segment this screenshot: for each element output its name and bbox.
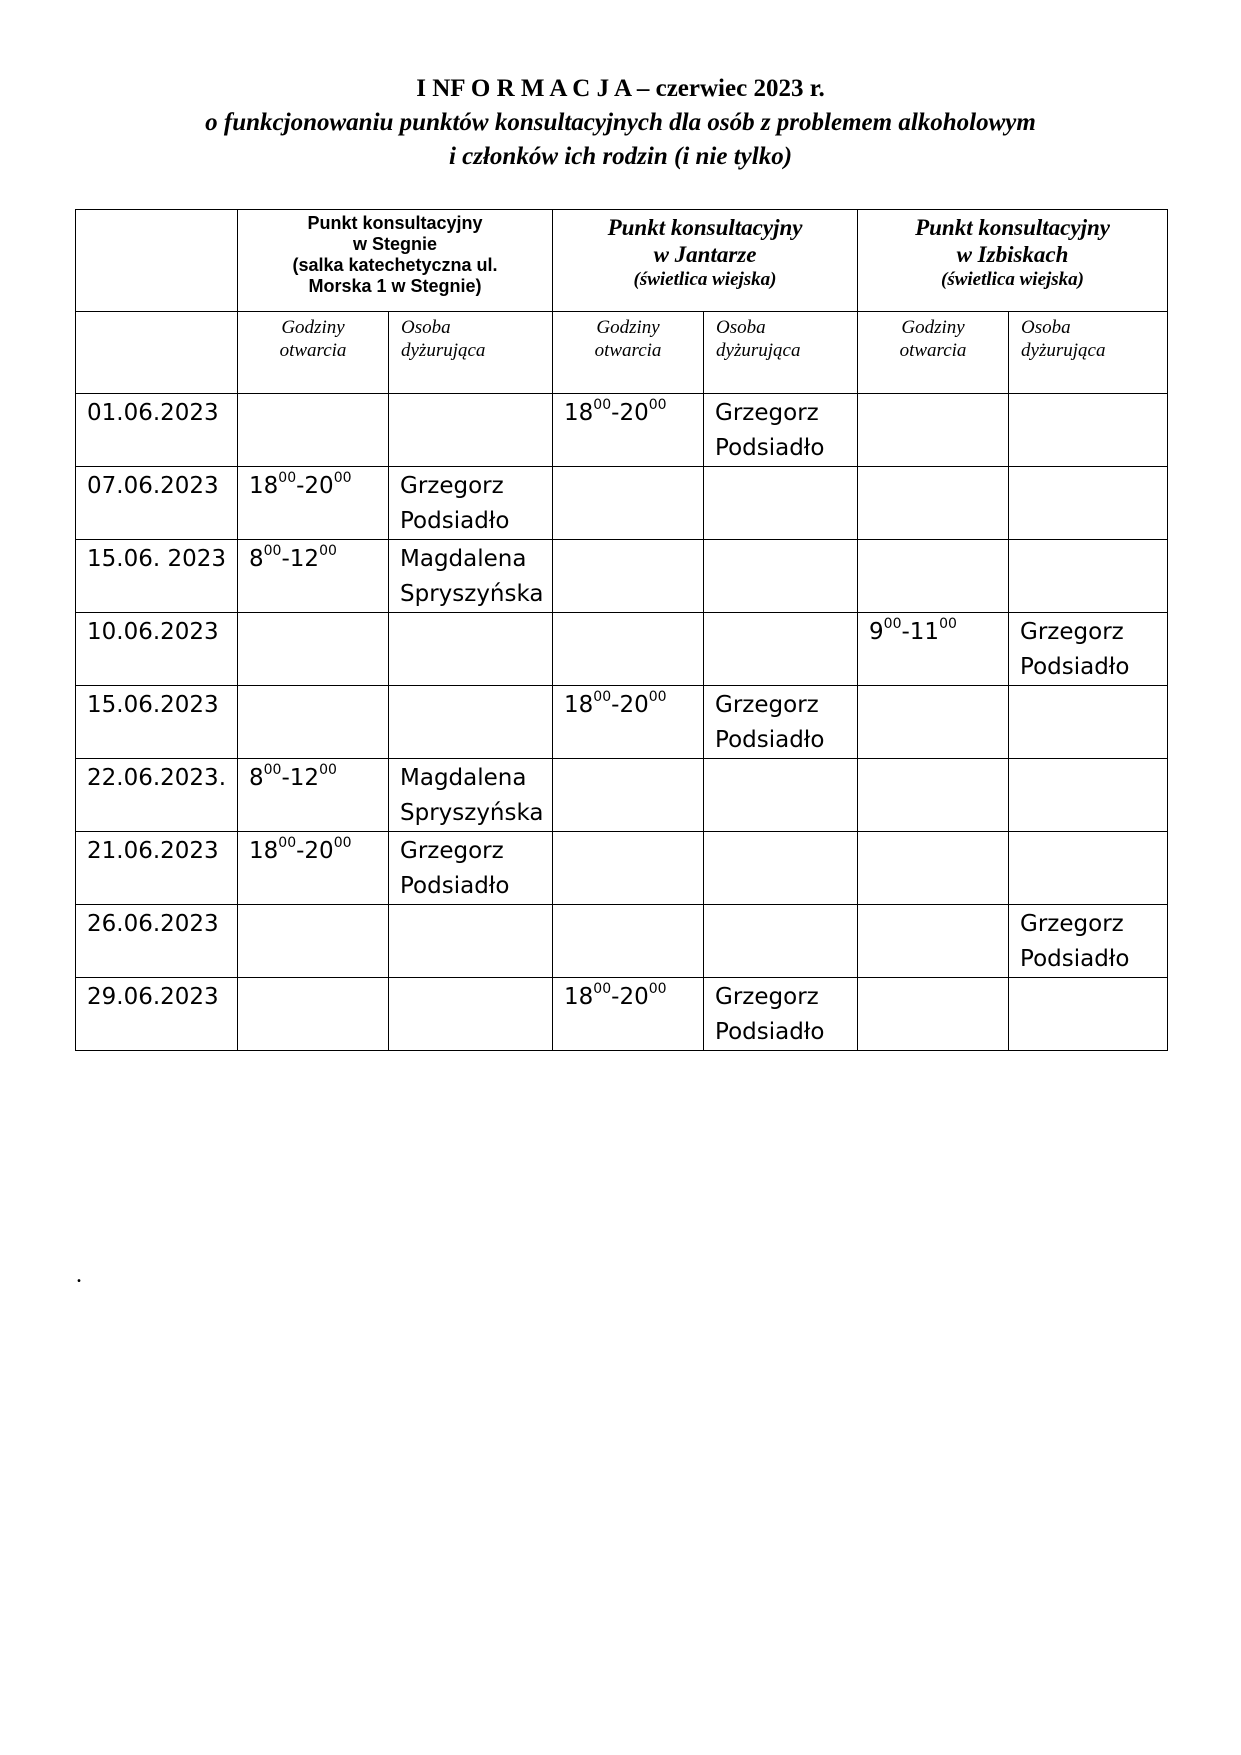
person-cell (389, 540, 553, 613)
person-value (389, 540, 552, 612)
hours-header-line: Godziny (901, 317, 965, 338)
hours-value: $18^{00}-20^{00}$ (564, 981, 667, 1010)
hours-value: $8^{00}-12^{00}$ (249, 543, 337, 572)
point-header-izbiska (858, 210, 1168, 312)
hours-cell (553, 394, 704, 467)
hours-cell (238, 540, 389, 613)
person-value (1009, 905, 1167, 977)
person-header-line: dyżurująca (1021, 340, 1106, 361)
title-line-2: o funkcjonowaniu punktów konsultacyjnych dla osób z problemem alkoholowym (205, 109, 1036, 136)
hours-header-line: otwarcia (899, 340, 967, 361)
date-value: 26.06.2023 (87, 911, 219, 937)
date-cell (76, 686, 238, 759)
person-cell (389, 905, 553, 978)
hours-value (238, 978, 388, 980)
hours-from: 8 (249, 546, 264, 572)
hours-value (858, 467, 1008, 469)
person-value (1009, 613, 1167, 685)
person-value (389, 467, 552, 539)
hours-value (553, 832, 703, 834)
schedule-table (75, 209, 1168, 1051)
person-name-line: Magdalena (400, 765, 527, 791)
person-cell (704, 978, 858, 1051)
hours-cell (858, 540, 1009, 613)
person-name-line: Podsiadło (400, 508, 510, 534)
hours-from-minutes: 00 (263, 543, 282, 560)
hours-from: 18 (249, 838, 279, 864)
date-cell (76, 613, 238, 686)
date-value: 07.06.2023 (87, 473, 219, 499)
hours-value: $18^{00}-20^{00}$ (249, 470, 352, 499)
point-header-jantar (553, 210, 858, 312)
hours-value: $18^{00}-20^{00}$ (564, 689, 667, 718)
person-cell (704, 540, 858, 613)
hours-cell (858, 759, 1009, 832)
table-row (76, 759, 1168, 832)
hours-to: 20 (619, 984, 649, 1010)
person-value (389, 394, 552, 396)
hours-value (553, 467, 703, 469)
point-header-line: w Stegnie (353, 234, 438, 254)
date-value: 10.06.2023 (87, 619, 219, 645)
table-row (76, 613, 1168, 686)
hours-cell (553, 905, 704, 978)
header-row-points (76, 210, 1168, 312)
hours-from: 9 (869, 619, 884, 645)
person-value (389, 759, 552, 831)
title-line-1: I NF O R M A C J A – czerwiec 2023 r. (416, 75, 825, 102)
hours-value (858, 759, 1008, 761)
person-cell (389, 978, 553, 1051)
person-value (1009, 467, 1167, 469)
person-cell (704, 467, 858, 540)
person-cell (1009, 467, 1168, 540)
hours-value (858, 540, 1008, 542)
point-header-line: (salka katechetyczna ul. (292, 255, 498, 275)
person-cell (704, 686, 858, 759)
person-cell (389, 613, 553, 686)
footer-mark: . (76, 1262, 82, 1288)
person-cell (1009, 613, 1168, 686)
hours-cell (553, 832, 704, 905)
hours-from: 18 (564, 984, 594, 1010)
hours-header-line: otwarcia (279, 340, 347, 361)
hours-value: $8^{00}-12^{00}$ (249, 762, 337, 791)
hours-cell (238, 759, 389, 832)
hours-value (858, 394, 1008, 396)
hours-value (553, 540, 703, 542)
person-name-line: Grzegorz (1020, 619, 1124, 645)
person-name-line: Podsiadło (715, 727, 825, 753)
point-header-line: Morska 1 w Stegnie) (308, 276, 482, 296)
date-value: 29.06.2023 (87, 984, 219, 1010)
hours-from: 18 (564, 692, 594, 718)
person-header (1009, 312, 1168, 394)
hours-from-minutes: 00 (593, 397, 612, 414)
hours-header-line: Godziny (281, 317, 345, 338)
date-value: 15.06. 2023 (87, 546, 226, 572)
person-value (389, 832, 552, 904)
hours-to: 20 (619, 400, 649, 426)
hours-from-minutes: 00 (263, 762, 282, 779)
person-value (389, 978, 552, 980)
person-cell (389, 467, 553, 540)
hours-value (553, 905, 703, 907)
person-cell (704, 759, 858, 832)
hours-cell (238, 394, 389, 467)
hours-from-minutes: 00 (278, 470, 297, 487)
hours-cell (238, 978, 389, 1051)
hours-header-line: otwarcia (594, 340, 662, 361)
hours-from: 18 (564, 400, 594, 426)
hours-to: 11 (909, 619, 940, 645)
hours-to-minutes: 00 (319, 762, 337, 779)
date-cell (76, 540, 238, 613)
person-value (704, 759, 857, 761)
date-cell (76, 832, 238, 905)
point-header-line: Punkt konsultacyjny (607, 215, 803, 240)
point-header-line: Punkt konsultacyjny (307, 213, 483, 233)
point-header-line: (świetlica wiejska) (941, 269, 1085, 290)
person-value (389, 686, 552, 688)
person-cell (1009, 540, 1168, 613)
hours-cell (858, 978, 1009, 1051)
person-header-line: dyżurująca (716, 340, 801, 361)
person-name-line: Podsiadło (1020, 654, 1130, 680)
document-title (0, 72, 1241, 174)
hours-to: 12 (289, 765, 320, 791)
hours-value (858, 978, 1008, 980)
person-name-line: Grzegorz (715, 692, 819, 718)
date-cell (76, 905, 238, 978)
hours-cell (858, 467, 1009, 540)
hours-cell (858, 905, 1009, 978)
hours-value (858, 905, 1008, 907)
person-value (704, 832, 857, 834)
table-row (76, 905, 1168, 978)
person-cell (704, 394, 858, 467)
hours-from-minutes: 00 (593, 981, 612, 998)
hours-cell (858, 613, 1009, 686)
person-name-line: Magdalena (400, 546, 527, 572)
hours-to: 20 (304, 838, 334, 864)
person-name-line: Podsiadło (715, 435, 825, 461)
hours-cell (238, 832, 389, 905)
person-cell (1009, 686, 1168, 759)
date-value: 01.06.2023 (87, 400, 219, 426)
person-name-line: Grzegorz (1020, 911, 1124, 937)
person-header-line: Osoba (401, 317, 451, 338)
date-value: 22.06.2023. (87, 765, 226, 791)
person-cell (389, 759, 553, 832)
person-name-line: Grzegorz (715, 984, 819, 1010)
hours-cell (238, 905, 389, 978)
person-value (704, 978, 857, 1050)
table-row (76, 394, 1168, 467)
hours-header (553, 312, 704, 394)
person-header-line: dyżurująca (401, 340, 486, 361)
person-header-line: Osoba (716, 317, 766, 338)
person-header-line: Osoba (1021, 317, 1071, 338)
person-value (1009, 540, 1167, 542)
point-header-stegna (238, 210, 553, 312)
table-row (76, 467, 1168, 540)
person-cell (704, 613, 858, 686)
person-cell (1009, 832, 1168, 905)
hours-cell (238, 613, 389, 686)
person-header (389, 312, 553, 394)
hours-to: 20 (619, 692, 649, 718)
hours-value (858, 832, 1008, 834)
hours-value (238, 905, 388, 907)
date-cell (76, 978, 238, 1051)
hours-header-line: Godziny (596, 317, 660, 338)
table-row (76, 686, 1168, 759)
hours-to-minutes: 00 (939, 616, 957, 633)
hours-to-minutes: 00 (333, 835, 352, 852)
hours-cell (553, 978, 704, 1051)
hours-value (553, 613, 703, 615)
person-cell (1009, 394, 1168, 467)
person-name-line: Grzegorz (400, 838, 504, 864)
person-cell (389, 832, 553, 905)
point-header-line: w Izbiskach (956, 242, 1069, 267)
person-name-line: Podsiadło (1020, 946, 1130, 972)
date-cell (76, 759, 238, 832)
hours-value: $18^{00}-20^{00}$ (564, 397, 667, 426)
point-header-line: w Jantarze (653, 242, 757, 267)
hours-cell (238, 686, 389, 759)
hours-from: 8 (249, 765, 264, 791)
person-name-line: Podsiadło (400, 873, 510, 899)
person-name-line: Podsiadło (715, 1019, 825, 1045)
date-value: 21.06.2023 (87, 838, 219, 864)
date-cell (76, 467, 238, 540)
person-name-line: Spryszyńska (400, 800, 544, 826)
hours-from: 18 (249, 473, 279, 499)
person-cell (1009, 905, 1168, 978)
hours-to: 20 (304, 473, 334, 499)
hours-cell (858, 686, 1009, 759)
person-cell (389, 686, 553, 759)
person-value (704, 613, 857, 615)
person-value (704, 467, 857, 469)
hours-value (238, 394, 388, 396)
hours-to-minutes: 00 (333, 470, 352, 487)
hours-cell (553, 686, 704, 759)
hours-to-minutes: 00 (648, 689, 667, 706)
header-row-columns (76, 312, 1168, 394)
corner-cell-2 (76, 312, 238, 394)
person-name-line: Grzegorz (715, 400, 819, 426)
hours-from-minutes: 00 (883, 616, 902, 633)
hours-cell (553, 467, 704, 540)
hours-to-minutes: 00 (319, 543, 337, 560)
hours-from-minutes: 00 (278, 835, 297, 852)
hours-header (238, 312, 389, 394)
hours-to-minutes: 00 (648, 981, 667, 998)
person-value (704, 540, 857, 542)
person-cell (1009, 978, 1168, 1051)
date-value: 15.06.2023 (87, 692, 219, 718)
person-value (1009, 394, 1167, 396)
person-value (1009, 978, 1167, 980)
hours-value: $9^{00}-11^{00}$ (869, 616, 957, 645)
person-value (389, 905, 552, 907)
hours-cell (553, 759, 704, 832)
hours-to-minutes: 00 (648, 397, 667, 414)
person-cell (389, 394, 553, 467)
hours-from-minutes: 00 (593, 689, 612, 706)
person-value (1009, 759, 1167, 761)
person-value (704, 686, 857, 758)
hours-cell (238, 467, 389, 540)
hours-to: 12 (289, 546, 320, 572)
person-cell (704, 905, 858, 978)
hours-value (553, 759, 703, 761)
hours-header (858, 312, 1009, 394)
person-name-line: Spryszyńska (400, 581, 544, 607)
person-value (704, 394, 857, 466)
hours-cell (553, 540, 704, 613)
table-row (76, 540, 1168, 613)
table-row (76, 832, 1168, 905)
person-name-line: Grzegorz (400, 473, 504, 499)
hours-value (858, 686, 1008, 688)
person-cell (1009, 759, 1168, 832)
person-header (704, 312, 858, 394)
person-value (1009, 832, 1167, 834)
hours-cell (858, 832, 1009, 905)
hours-value (238, 686, 388, 688)
hours-cell (858, 394, 1009, 467)
person-cell (704, 832, 858, 905)
table-row (76, 978, 1168, 1051)
person-value (1009, 686, 1167, 688)
person-value (389, 613, 552, 615)
title-line-3: i członków ich rodzin (i nie tylko) (448, 143, 793, 170)
corner-cell (76, 210, 238, 312)
point-header-line: Punkt konsultacyjny (915, 215, 1110, 240)
hours-value (238, 613, 388, 615)
hours-cell (553, 613, 704, 686)
hours-value: $18^{00}-20^{00}$ (249, 835, 352, 864)
point-header-line: (świetlica wiejska) (633, 269, 777, 290)
person-value (704, 905, 857, 907)
date-cell (76, 394, 238, 467)
